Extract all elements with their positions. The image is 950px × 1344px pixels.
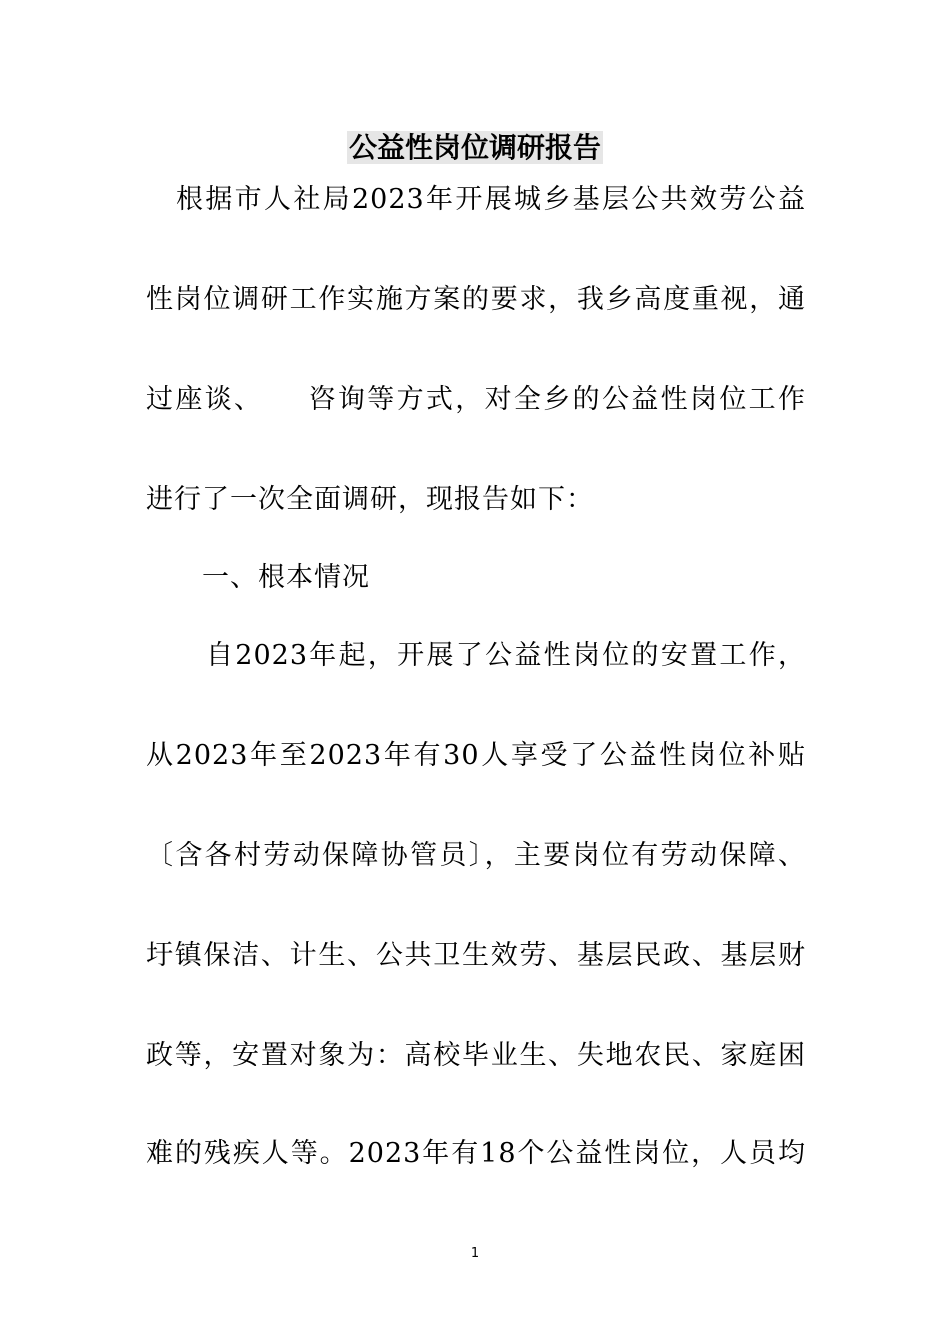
- paragraph-line-2: 性岗位调研工作实施方案的要求，我乡高度重视，通: [146, 284, 806, 315]
- paragraph-line-6: 从2023年至2023年有30人享受了公益性岗位补贴: [146, 740, 806, 771]
- paragraph-line-9: 政等，安置对象为：高校毕业生、失地农民、家庭困: [146, 1040, 806, 1071]
- paragraph-line-8: 圩镇保洁、计生、公共卫生效劳、基层民政、基层财: [146, 940, 806, 971]
- paragraph-line-5: 自2023年起，开展了公益性岗位的安置工作，: [206, 640, 806, 671]
- document-title-text: 公益性岗位调研报告: [348, 131, 601, 164]
- page-number: 1: [470, 1246, 480, 1261]
- paragraph-line-4: 进行了一次全面调研，现报告如下：: [146, 484, 594, 515]
- document-title: [0, 128, 950, 168]
- paragraph-line-7: 〔含各村劳动保障协管员〕，主要岗位有劳动保障、: [146, 840, 806, 871]
- paragraph-line-1: 根据市人社局2023年开展城乡基层公共效劳公益: [176, 184, 806, 215]
- section-heading: 一、根本情况: [202, 562, 370, 593]
- paragraph-line-10: 难的残疾人等。2023年有18个公益性岗位，人员均: [146, 1138, 806, 1169]
- paragraph-line-3: 过座谈、 咨询等方式，对全乡的公益性岗位工作: [146, 384, 806, 415]
